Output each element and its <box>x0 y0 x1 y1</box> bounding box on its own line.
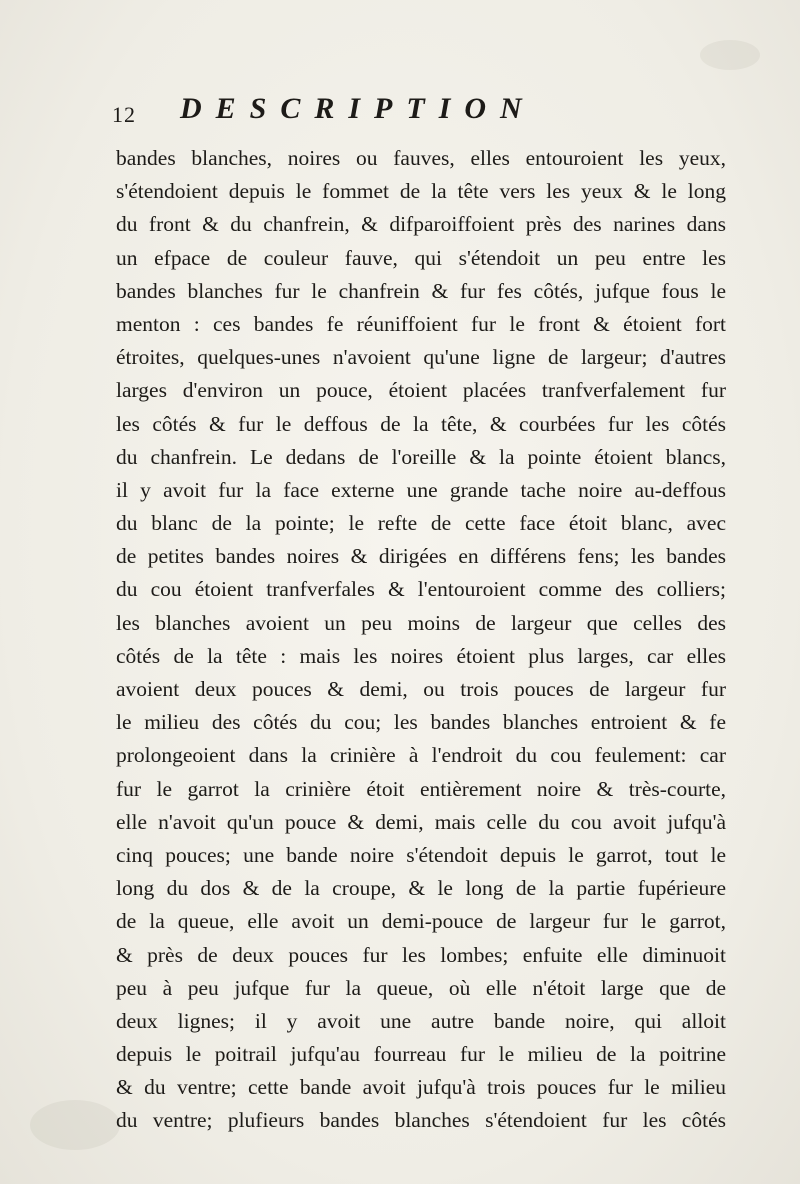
text-line: le milieu des côtés du cou; les bandes blanches entroient & fe <box>116 710 726 735</box>
text-line: étroites, quelques-unes n'avoient qu'une ligne de largeur; d'autres <box>116 345 726 370</box>
page-number: 12 <box>112 102 136 127</box>
text-line: deux lignes; il y avoit une autre bande noire, qui alloit <box>116 1008 726 1033</box>
text-line: du ventre; plufieurs bandes blanches s'étendoient fur les côtés <box>116 1108 726 1133</box>
text-line: peu à peu jufque fur la queue, où elle n'étoit large que de <box>116 975 726 1000</box>
text-line: du cou étoient tranfverfales & l'entouroient comme des colliers; <box>116 577 726 602</box>
text-line: & du ventre; cette bande avoit jufqu'à trois pouces fur le milieu <box>116 1075 726 1100</box>
text-line: avoient deux pouces & demi, ou trois pouces de largeur fur <box>116 677 726 701</box>
running-title: DESCRIPTION <box>180 92 536 125</box>
text-line: depuis le poitrail jufqu'au fourreau fur le milieu de la poitrine <box>116 1042 726 1067</box>
text-line: cinq pouces; une bande noire s'étendoit depuis le garrot, tout le <box>116 842 726 867</box>
text-line: de la queue, elle avoit un demi-pouce de largeur fur le garrot, <box>116 909 726 934</box>
text-line: du front & du chanfrein, & difparoiffoient près des narines dans <box>116 212 726 237</box>
text-line: bandes blanches fur le chanfrein & fur fes côtés, jufque fous le <box>116 278 726 303</box>
text-line: elle n'avoit qu'un pouce & demi, mais celle du cou avoit jufqu'à <box>116 809 726 834</box>
text-line: les côtés & fur le deffous de la tête, & courbées fur les côtés <box>116 411 726 436</box>
text-line: du chanfrein. Le dedans de l'oreille & la pointe étoient blancs, <box>116 444 726 469</box>
text-line: de petites bandes noires & dirigées en différens fens; les bandes <box>116 544 726 569</box>
paper-stain <box>30 1100 120 1150</box>
text-line: s'étendoient depuis le fommet de la tête vers les yeux & le long <box>116 179 726 204</box>
text-line: bandes blanches, noires ou fauves, elles entouroient les yeux, <box>116 146 726 170</box>
page-header <box>112 92 712 132</box>
paper-stain <box>700 40 760 70</box>
text-line: les blanches avoient un peu moins de largeur que celles des <box>116 610 726 635</box>
text-line: côtés de la tête : mais les noires étoient plus larges, car elles <box>116 643 726 668</box>
text-line: il y avoit fur la face externe une grande tache noire au-deffous <box>116 477 726 502</box>
text-line: un efpace de couleur fauve, qui s'étendoit un peu entre les <box>116 245 726 270</box>
text-line: & près de deux pouces fur les lombes; enfuite elle diminuoit <box>116 942 726 967</box>
text-line: long du dos & de la croupe, & le long de la partie fupérieure <box>116 876 726 901</box>
text-line: fur le garrot la crinière étoit entièrement noire & très-courte, <box>116 776 726 801</box>
body-text <box>116 142 726 1138</box>
text-line: menton : ces bandes fe réuniffoient fur le front & étoient fort <box>116 311 726 336</box>
text-line: prolongeoient dans la crinière à l'endroit du cou feulement: car <box>116 743 726 768</box>
text-line: du blanc de la pointe; le refte de cette face étoit blanc, avec <box>116 511 726 536</box>
text-line: larges d'environ un pouce, étoient placées tranfverfalement fur <box>116 378 726 403</box>
